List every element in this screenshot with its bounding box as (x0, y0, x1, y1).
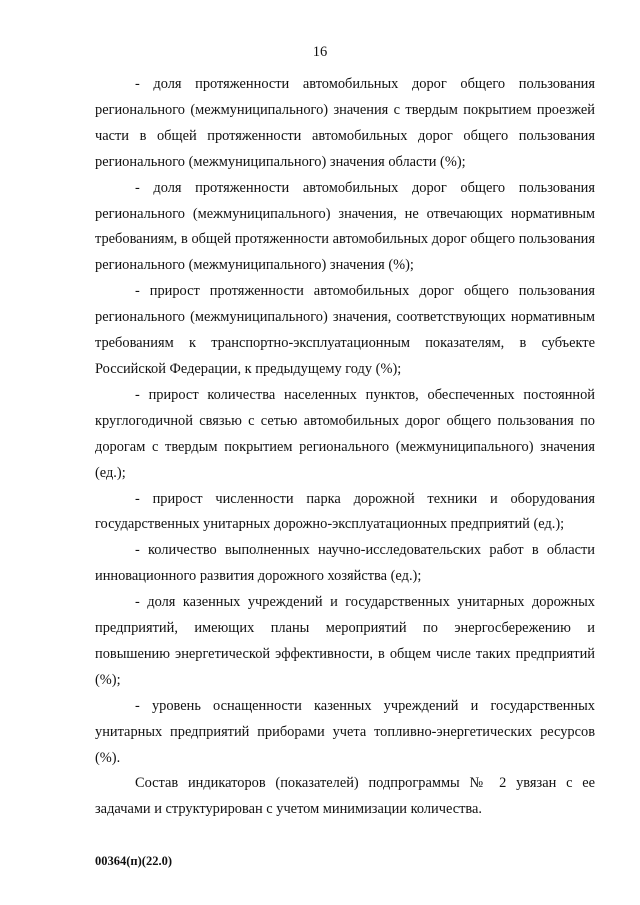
indicator-energy-saving-plans-share: - доля казенных учреждений и государственных унитарных дорожных предприятий, имеющих планы мероприятий по энергосбережению и повышению энергетической эффективности, в общем числе таких предприятий (%); (95, 594, 595, 688)
summary-paragraph: Состав индикаторов (показателей) подпрограммы № 2 увязан с ее задачами и структурирован с учетом минимизации количества. (95, 775, 595, 818)
indicator-research-works-count: - количество выполненных научно-исследовательских работ в области инновационного развития дорожного хозяйства (ед.); (95, 542, 595, 585)
indicator-road-length-growth: - прирост протяженности автомобильных дорог общего пользования регионального (межмуниципального) значения, соответствующих нормативным требованиям к транспортно-эксплуатационным показателям, в субъекте Российской Федерации, к предыдущему году (%); (95, 283, 595, 377)
document-body (95, 72, 595, 823)
page-number: 16 (312, 44, 328, 60)
indicator-settlements-connected: - прирост количества населенных пунктов, обеспеченных постоянной круглогодичной связью с сетью автомобильных дорог общего пользования по дорогам с твердым покрытием регионального (межмуниципального) значения (ед.); (95, 386, 595, 481)
document-code: 00364(п)(22.0) (95, 854, 172, 868)
indicator-equipment-fleet-growth: - прирост численности парка дорожной техники и оборудования государственных унитарных дорожно-эксплуатационных предприятий (ед.); (95, 490, 595, 533)
indicator-road-share-noncompliant: - доля протяженности автомобильных дорог общего пользования регионального (межмуниципального) значения, не отвечающих нормативным требованиям, в общей протяженности автомобильных дорог общего пользования регионального (межмуниципального) значения (%); (95, 179, 595, 274)
indicator-road-share-hard-surface: - доля протяженности автомобильных дорог общего пользования регионального (межмуниципального) значения с твердым покрытием проезжей части в общей протяженности автомобильных дорог общего пользования регионального (межмуниципального) значения области (%); (95, 76, 595, 170)
indicator-metering-equipment-level: - уровень оснащенности казенных учреждений и государственных унитарных предприятий приборами учета топливно-энергетических ресурсов (%). (95, 697, 595, 766)
